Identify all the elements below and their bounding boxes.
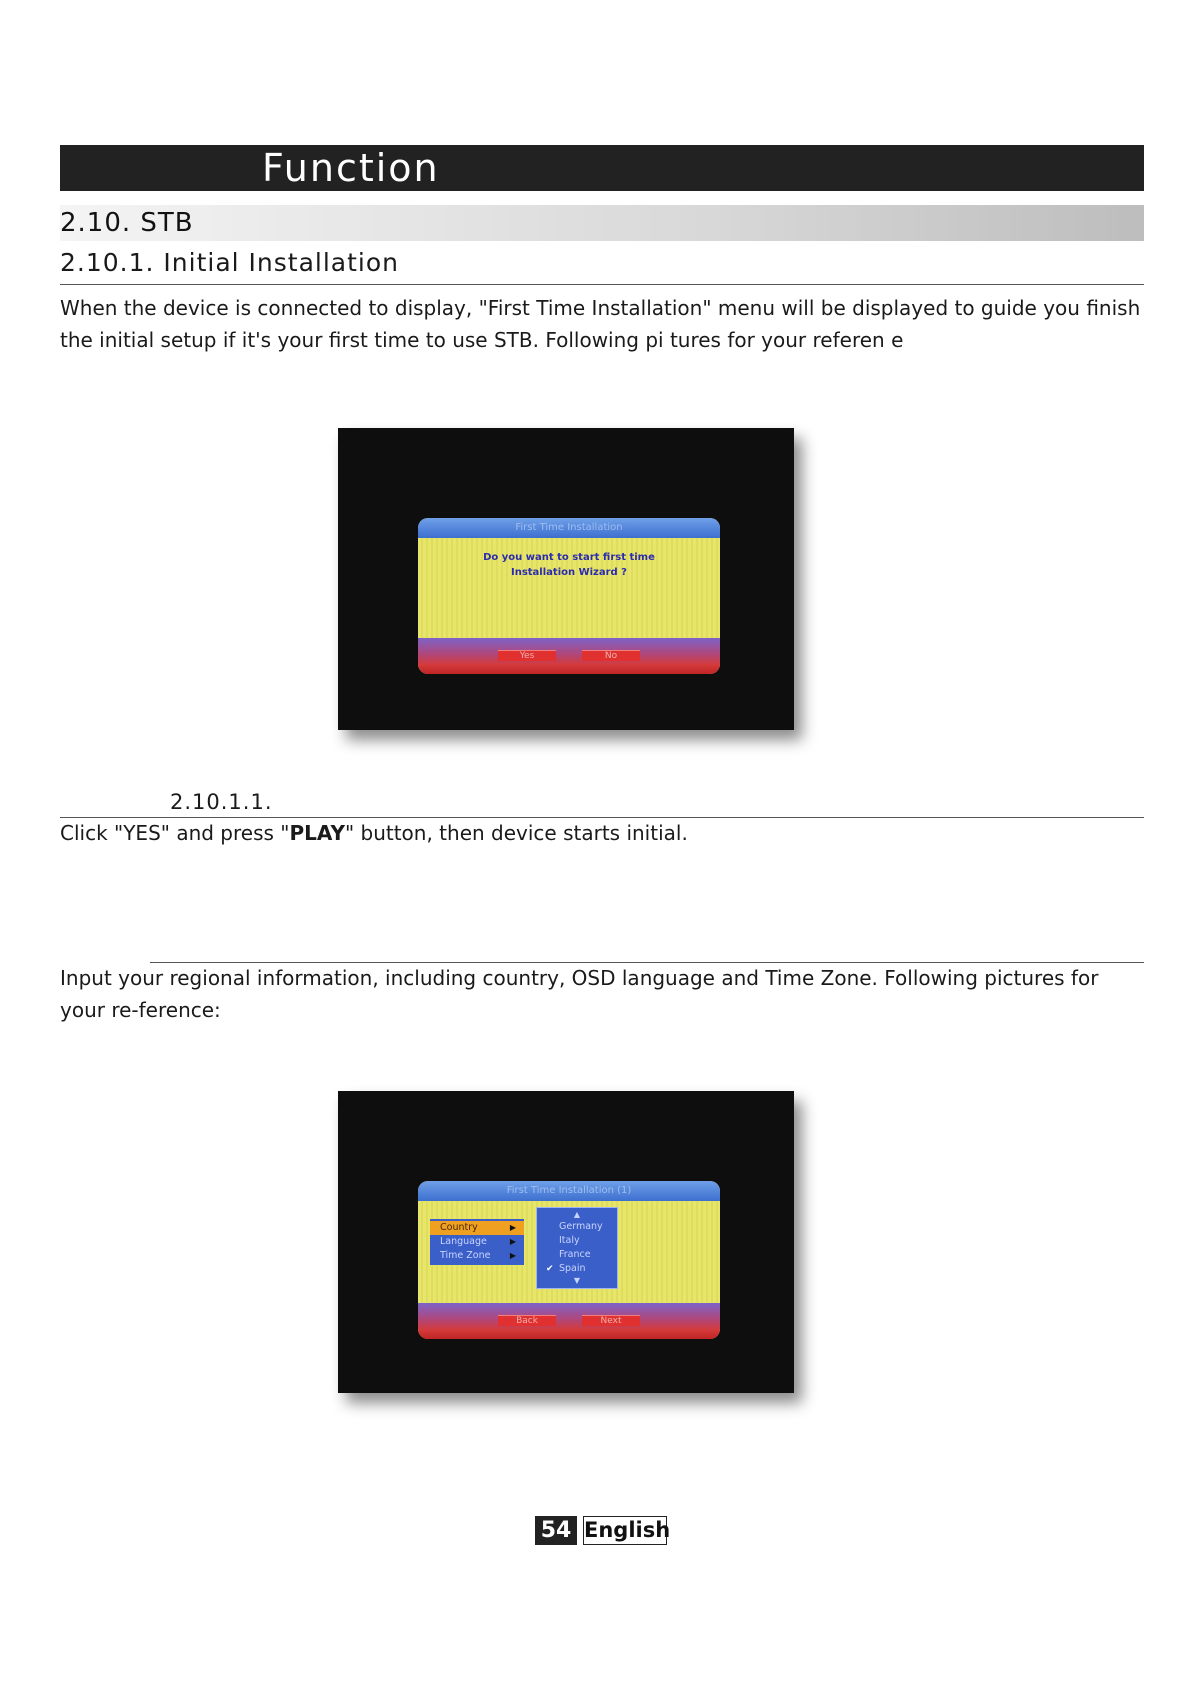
no-button[interactable]: No: [582, 650, 640, 661]
osd-dialog: [418, 518, 720, 674]
option-label: Spain: [559, 1263, 586, 1274]
menu-item-label: Country: [440, 1222, 478, 1233]
chevron-right-icon: ▶: [509, 1251, 516, 1260]
option-label: France: [559, 1249, 591, 1260]
regional-paragraph: Input your regional information, including country, OSD language and Time Zone. Following pictures for your re-ference:: [60, 966, 1099, 1022]
menu-item-country[interactable]: [430, 1221, 524, 1235]
chevron-right-icon: ▶: [509, 1237, 516, 1246]
section-header-bar: [60, 205, 1144, 241]
intro-paragraph: When the device is connected to display, "First Time Installation" menu will be displayed to guide you finish the initial setup if it's your first time to use STB. Following pi tures for your referen e: [60, 296, 1141, 352]
play-key-label: PLAY: [289, 821, 345, 845]
menu-item-language[interactable]: [430, 1235, 524, 1249]
option-spain[interactable]: [537, 1262, 617, 1276]
menu-item-time-zone[interactable]: [430, 1249, 524, 1263]
osd-dialog-footer: [418, 638, 720, 674]
settings-menu: [430, 1219, 524, 1265]
chevron-right-icon: ▶: [509, 1223, 516, 1232]
checkmark-icon: ✔: [546, 1264, 554, 1274]
chapter-header-bar: [60, 145, 1144, 191]
next-button[interactable]: Next: [582, 1315, 640, 1326]
scroll-down-icon[interactable]: ▼: [573, 1276, 581, 1285]
menu-item-label: Language: [440, 1236, 487, 1247]
osd-dialog-title: First Time Installation: [418, 518, 720, 538]
option-france[interactable]: [537, 1248, 617, 1262]
section-title: 2.10. STB: [60, 208, 194, 238]
osd-settings-footer: [418, 1303, 720, 1339]
step-paragraph: [60, 817, 1144, 849]
step-heading: 2.10.1.1.: [170, 790, 273, 814]
tv-screenshot-region-settings: [338, 1091, 794, 1393]
subsection-divider: [60, 284, 1144, 285]
osd-message-line2: Installation Wizard ?: [510, 567, 627, 578]
page-language-label: English: [583, 1516, 667, 1545]
step-text-after: " button, then device starts initial.: [344, 821, 688, 845]
step-text-before: Click "YES" and press ": [60, 821, 290, 845]
subsection-title: 2.10.1. Initial Installation: [60, 248, 399, 277]
osd-settings-dialog: [418, 1181, 720, 1339]
page-number: 54: [535, 1516, 577, 1545]
option-label: Italy: [559, 1235, 580, 1246]
option-label: Germany: [559, 1221, 603, 1232]
yes-button[interactable]: Yes: [498, 650, 556, 661]
osd-dialog-message: [418, 550, 720, 580]
tv-screenshot-wizard-prompt: [338, 428, 794, 730]
osd-settings-title: First Time Installation (1): [418, 1181, 720, 1201]
country-options-list: [536, 1207, 618, 1289]
option-germany[interactable]: [537, 1220, 617, 1234]
scroll-up-icon[interactable]: ▲: [573, 1210, 581, 1219]
osd-message-line1: Do you want to start first time: [483, 552, 655, 563]
menu-item-label: Time Zone: [440, 1250, 491, 1261]
option-italy[interactable]: [537, 1234, 617, 1248]
chapter-title: Function: [262, 146, 440, 190]
back-button[interactable]: Back: [498, 1315, 556, 1326]
